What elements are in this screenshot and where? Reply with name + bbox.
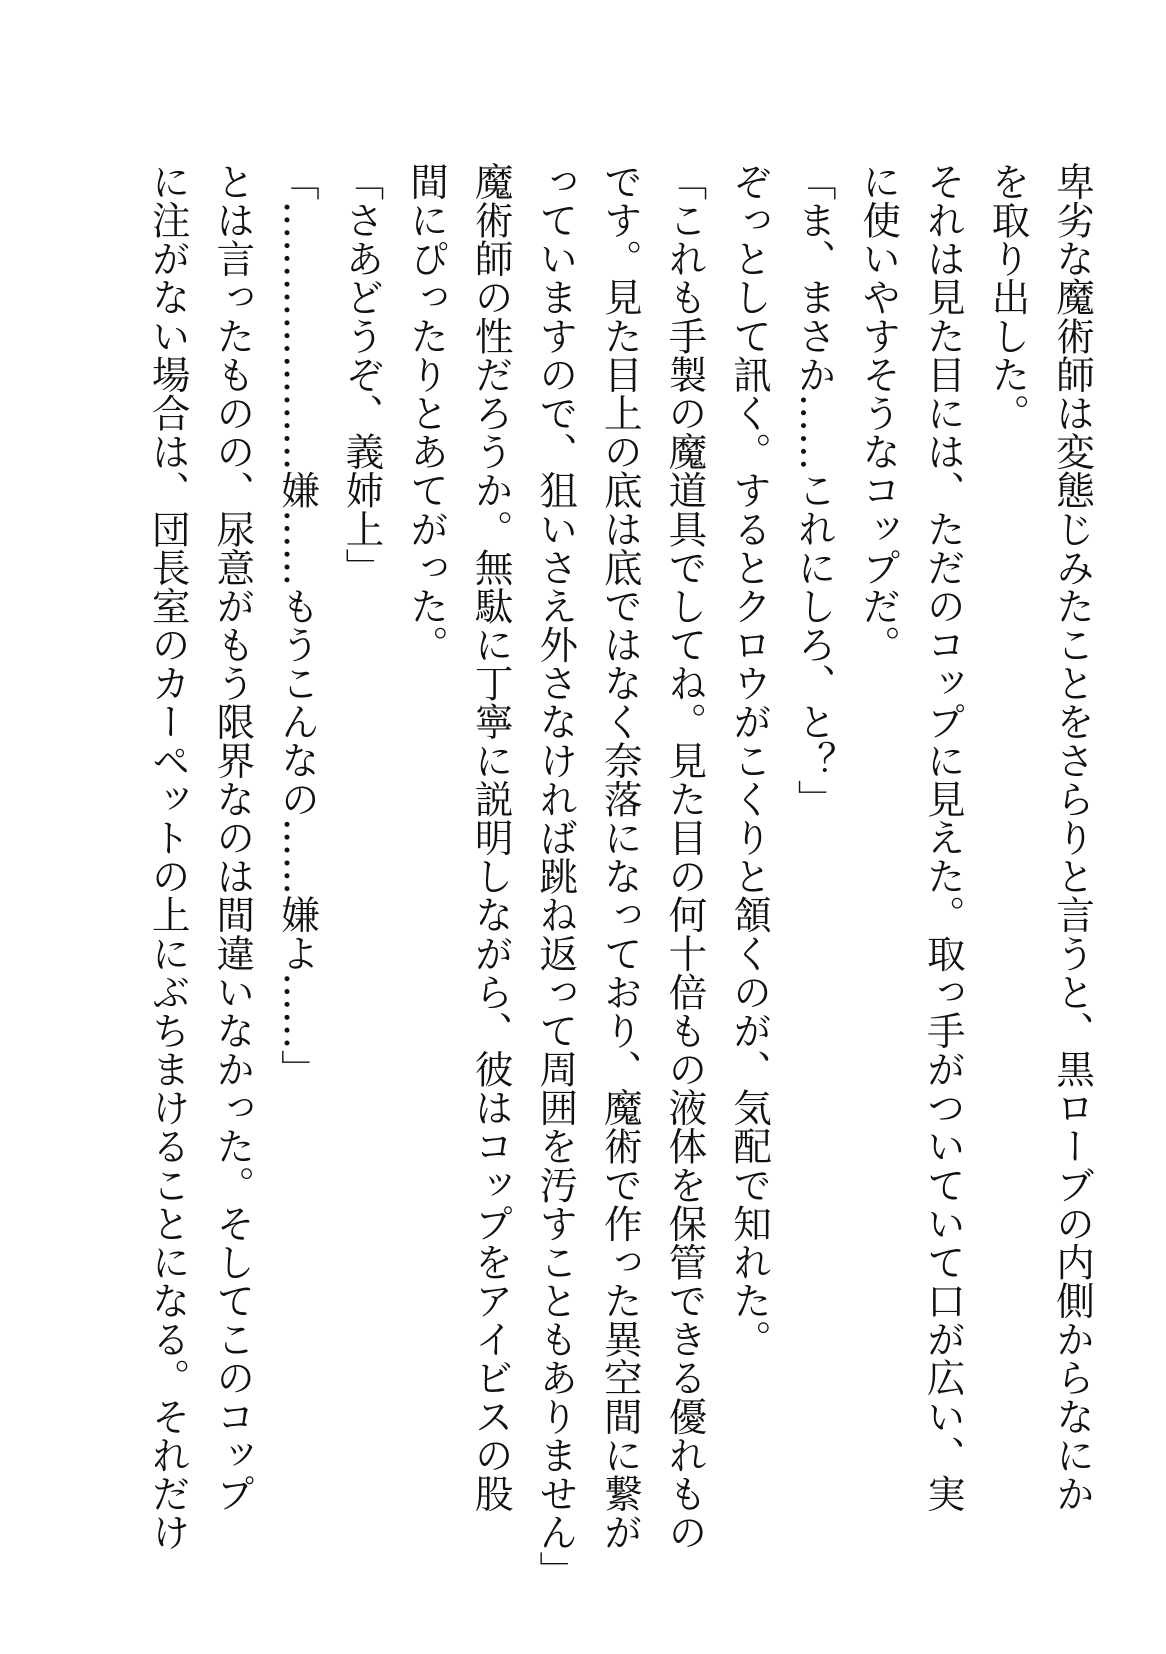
text-line: 「これも手製の魔道具でしてね。見た目の何十倍もの液体を保管できる優れもの [662,162,708,1552]
text-line: 「さあどうぞ、義姉上」 [339,162,385,587]
text-line: とは言ったものの、尿意がもう限界なのは間違いなかった。そしてこのコップ [210,162,256,1513]
text-line: それは見た目には、ただのコップに見えた。取っ手がついていて口が広い、実 [920,162,966,1513]
text-line: 卑劣な魔術師は変態じみたことをさらりと言うと、黒ローブの内側からなにか [1050,162,1095,1513]
text-line: です。見た目上の底は底ではなく奈落になっており、魔術で作った異空間に繋が [597,162,643,1552]
text-line: 間にぴったりとあてがった。 [404,162,450,664]
text-line: ぞっとして訊く。するとクロウがこくりと頷くのが、気配で知れた。 [727,162,773,1359]
text-line: を取り出した。 [985,162,1031,433]
vertical-text-body [135,162,1104,1602]
text-line: っていますので、狙いさえ外さなければ跳ね返って周囲を汚すこともありません」 [533,162,579,1590]
text-line: 「ま、まさか……これにしろ、と？」 [791,162,837,819]
text-line: 魔術師の性だろうか。無駄に丁寧に説明しながら、彼はコップをアイビスの股 [468,162,514,1513]
text-line: に注がない場合は、団長室のカーペットの上にぶちまけることになる。それだけ [145,162,191,1552]
text-line: 「…………………嫌……もうこんなの……嫌よ……」 [274,162,320,1089]
text-line: に使いやすそうなコップだ。 [856,162,902,664]
